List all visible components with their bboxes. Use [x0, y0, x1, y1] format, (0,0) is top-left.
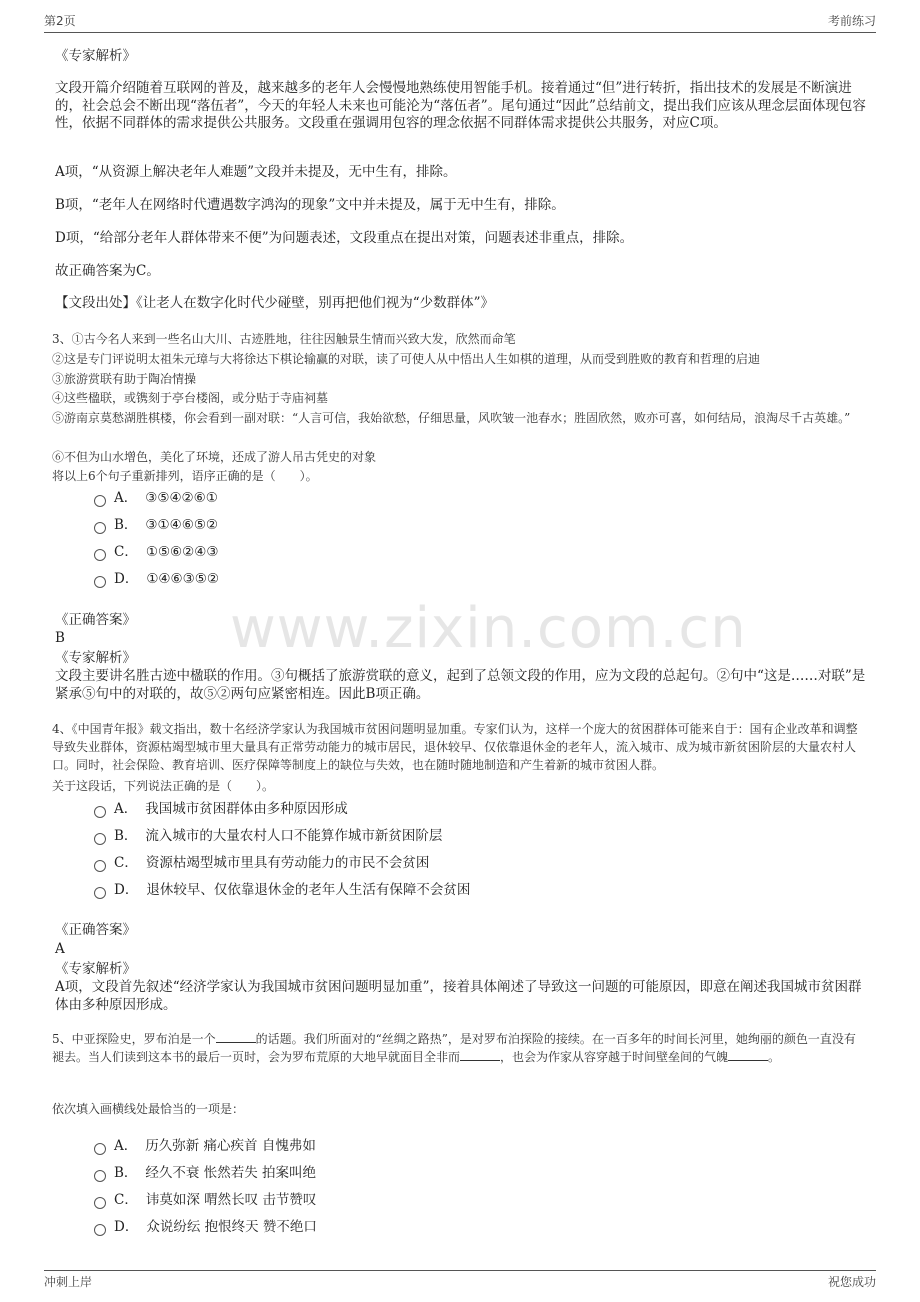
analysis-option-a: A项，“从资源上解决老年人难题”文段并未提及，无中生有，排除。: [55, 164, 457, 180]
answer-value: A: [55, 941, 65, 957]
q3-option-c[interactable]: C． ①⑤⑥②④③: [94, 543, 218, 561]
question-4-stem: 4、《中国青年报》载文指出，数十名经济学家认为我国城市贫困问题明显加重。专家们认为，这样一个庞大的贫困群体可能来自于：国有企业改革和调整导致失业群体，资源枯竭型城市里大量具有正常劳动能力的城市居民，退休较早、仅依靠退休金的老年人，流入城市、成为城市新贫困阶层的大量农村人口。同时，社会保险、教育培训、医疗保障等制度上的缺位与失效，也在随时随地制造和产生着新的城市贫困人群。: [52, 722, 858, 772]
analysis-conclusion: 故正确答案为C。: [55, 263, 160, 279]
analysis-option-b: B项，“老年人在网络时代遭遇数字鸿沟的现象”文中并未提及，属于无中生有，排除。: [55, 197, 565, 213]
question-3-line-5: ⑤游南京莫愁湖胜棋楼，你会看到一副对联：“人言可信，我始欲愁，仔细思量，风吹皱一池春水；胜固欣然，败亦可喜，如何结局，浪淘尽千古英雄。”: [52, 411, 851, 425]
question-3-line-6: ⑥不但为山水增色，美化了环境，还成了游人吊古凭史的对象: [52, 450, 377, 464]
q4-option-c[interactable]: C． 资源枯竭型城市里具有劳动能力的市民不会贫困: [94, 854, 429, 872]
fill-blank: [460, 1048, 500, 1061]
radio-icon[interactable]: [94, 833, 106, 845]
answer-label: 《正确答案》: [55, 612, 136, 628]
answer-label: 《正确答案》: [55, 922, 136, 938]
radio-icon[interactable]: [94, 887, 106, 899]
analysis-paragraph: A项，文段首先叙述“经济学家认为我国城市贫困问题明显加重”，接着具体阐述了导致这一问题的可能原因，即意在阐述我国城市贫困群体由多种原因形成。: [55, 979, 862, 1013]
fill-blank: [216, 1030, 256, 1043]
radio-icon[interactable]: [94, 1143, 106, 1155]
page-footer: [44, 1270, 876, 1295]
q5-option-b[interactable]: B． 经久不衰 怅然若失 拍案叫绝: [94, 1164, 316, 1182]
radio-icon[interactable]: [94, 549, 106, 561]
q4-option-d[interactable]: D． 退休较早、仅依靠退休金的老年人生活有保障不会贫困: [94, 881, 470, 899]
radio-icon[interactable]: [94, 522, 106, 534]
q3-option-d[interactable]: D． ①④⑥③⑤②: [94, 570, 219, 588]
q3-option-b[interactable]: B． ③①④⑥⑤②: [94, 516, 218, 534]
q5-option-c[interactable]: C． 讳莫如深 喟然长叹 击节赞叹: [94, 1191, 316, 1209]
analysis-option-d: D项，“给部分老年人群体带来不便”为问题表述，文段重点在提出对策，问题表述非重点，排除。: [55, 230, 634, 246]
analysis-paragraph: 文段开篇介绍随着互联网的普及，越来越多的老年人会慢慢地熟练使用智能手机。接着通过“但”进行转折，指出技术的发展是不断演进的，社会总会不断出现“落伍者”，今天的年轻人未来也可能沦为“落伍者”。尾句通过“因此”总结前文，提出我们应该从理念层面体现包容性，依据不同群体的需求提供公共服务。文段重在强调用包容的理念依据不同群体需求提供公共服务，对应C项。: [55, 80, 866, 131]
question-4-question: 关于这段话，下列说法正确的是（ ）。: [52, 779, 275, 793]
radio-icon[interactable]: [94, 806, 106, 818]
question-3-stem: 将以上6个句子重新排列，语序正确的是（ ）。: [52, 469, 318, 483]
radio-icon[interactable]: [94, 1197, 106, 1209]
page-header: [44, 12, 876, 33]
header-title: 考前练习: [827, 14, 876, 28]
q4-option-b[interactable]: B． 流入城市的大量农村人口不能算作城市新贫困阶层: [94, 827, 442, 845]
radio-icon[interactable]: [94, 860, 106, 872]
watermark: www.zixin.com.cn: [230, 596, 747, 661]
question-3-line-1: 3、①古今名人来到一些名山大川、古迹胜地，往往因触景生情而兴致大发，欣然而命笔: [52, 332, 516, 346]
q3-option-a[interactable]: A． ③⑤④②⑥①: [94, 489, 218, 507]
analysis-label: 《专家解析》: [55, 48, 136, 64]
q4-option-a[interactable]: A． 我国城市贫困群体由多种原因形成: [94, 800, 348, 818]
fill-blank: [728, 1048, 768, 1061]
question-3-line-4: ④这些楹联，或镌刻于亭台楼阁，或分贴于寺庙祠墓: [52, 391, 329, 405]
radio-icon[interactable]: [94, 1170, 106, 1182]
question-5-stem: 5、中亚探险史，罗布泊是一个 的话题。我们所面对的“丝绸之路热”，是对罗布泊探险的接续。在一百多年的时间长河里，她绚丽的颜色一直没有褪去。当人们读到这本书的最后一页时，会为罗布荒原的大地早就面目全非而 ，也会为作家从容穿越于时间壁垒间的气魄 。: [52, 1032, 856, 1064]
answer-value: B: [55, 630, 65, 646]
radio-icon[interactable]: [94, 495, 106, 507]
footer-left: 冲刺上岸: [44, 1275, 93, 1289]
footer-right: 祝您成功: [827, 1275, 876, 1289]
radio-icon[interactable]: [94, 576, 106, 588]
analysis-label: 《专家解析》: [55, 650, 136, 666]
question-3-line-2: ②这是专门评说明太祖朱元璋与大将徐达下棋论输赢的对联，读了可使人从中悟出人生如棋的道理，从而受到胜败的教育和哲理的启迪: [52, 352, 761, 366]
q5-option-d[interactable]: D． 众说纷纭 抱恨终天 赞不绝口: [94, 1218, 317, 1236]
page-number: 第2页: [44, 14, 76, 28]
source-citation: 【文段出处】《让老人在数字化时代少碰壁，别再把他们视为“少数群体”》: [55, 295, 495, 311]
analysis-paragraph: 文段主要讲名胜古迹中楹联的作用。③句概括了旅游赏联的意义，起到了总领文段的作用，应为文段的总起句。②句中“这是……对联”是紧承⑤句中的对联的，故⑤②两句应紧密相连。因此B项正确。: [55, 668, 866, 702]
q5-option-a[interactable]: A． 历久弥新 痛心疾首 自愧弗如: [94, 1137, 316, 1155]
question-5-question: 依次填入画横线处最恰当的一项是：: [52, 1102, 245, 1116]
analysis-label: 《专家解析》: [55, 961, 136, 977]
question-3-line-3: ③旅游赏联有助于陶冶情操: [52, 372, 197, 386]
radio-icon[interactable]: [94, 1224, 106, 1236]
